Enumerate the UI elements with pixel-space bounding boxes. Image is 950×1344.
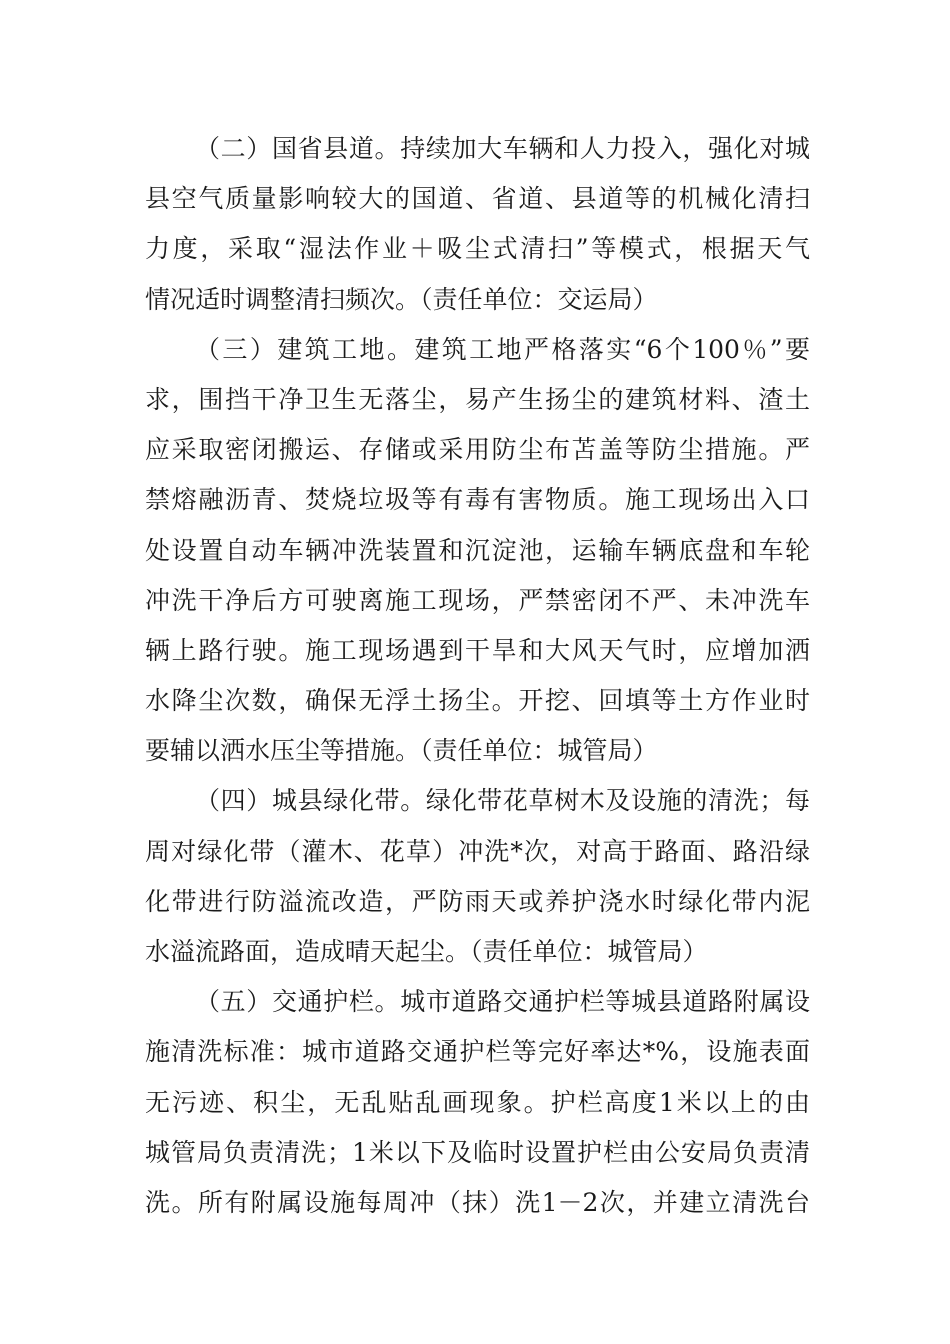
- text-line: 辆上路行驶。施工现场遇到干旱和大风天气时，应增加洒: [145, 635, 810, 665]
- text-line: 要辅以洒水压尘等措施。（责任单位：城管局）: [145, 736, 658, 766]
- text-line: 求，围挡干净卫生无落尘，易产生扬尘的建筑材料、渣土: [145, 384, 810, 414]
- text-line: 水降尘次数，确保无浮土扬尘。开挖、回填等土方作业时: [145, 686, 810, 716]
- text-line: 周对绿化带（灌木、花草）冲洗*次，对高于路面、路沿绿: [145, 836, 810, 866]
- text-line: 应采取密闭搬运、存储或采用防尘布苫盖等防尘措施。严: [145, 435, 810, 465]
- text-line: 城管局负责清洗；1米以下及临时设置护栏由公安局负责清: [145, 1137, 810, 1167]
- text-line: 化带进行防溢流改造，严防雨天或养护浇水时绿化带内泥: [145, 886, 810, 916]
- text-line: 洗。所有附属设施每周冲（抹）洗1－2次，并建立清洗台: [145, 1187, 810, 1217]
- text-line: （五）交通护栏。城市道路交通护栏等城县道路附属设: [195, 987, 810, 1017]
- text-line: 力度，采取“湿法作业＋吸尘式清扫”等模式，根据天气: [145, 234, 810, 264]
- text-line: 情况适时调整清扫频次。（责任单位：交运局）: [145, 284, 658, 314]
- document-body: [145, 124, 810, 1228]
- text-line: （四）城县绿化带。绿化带花草树木及设施的清洗；每: [195, 786, 810, 816]
- text-line: 无污迹、积尘，无乱贴乱画现象。护栏高度1米以上的由: [145, 1087, 810, 1117]
- text-line: 禁熔融沥青、焚烧垃圾等有毒有害物质。施工现场出入口: [145, 485, 810, 515]
- text-line: 处设置自动车辆冲洗装置和沉淀池，运输车辆底盘和车轮: [145, 535, 810, 565]
- text-line: 施清洗标准：城市道路交通护栏等完好率达*%，设施表面: [145, 1037, 810, 1067]
- text-line: 冲洗干净后方可驶离施工现场，严禁密闭不严、未冲洗车: [145, 585, 810, 615]
- text-line: 县空气质量影响较大的国道、省道、县道等的机械化清扫: [145, 184, 810, 214]
- text-line: （二）国省县道。持续加大车辆和人力投入，强化对城: [195, 134, 810, 163]
- text-line: 水溢流路面，造成晴天起尘。（责任单位：城管局）: [145, 937, 708, 966]
- text-line: （三）建筑工地。建筑工地严格落实“6个100％”要: [195, 334, 810, 364]
